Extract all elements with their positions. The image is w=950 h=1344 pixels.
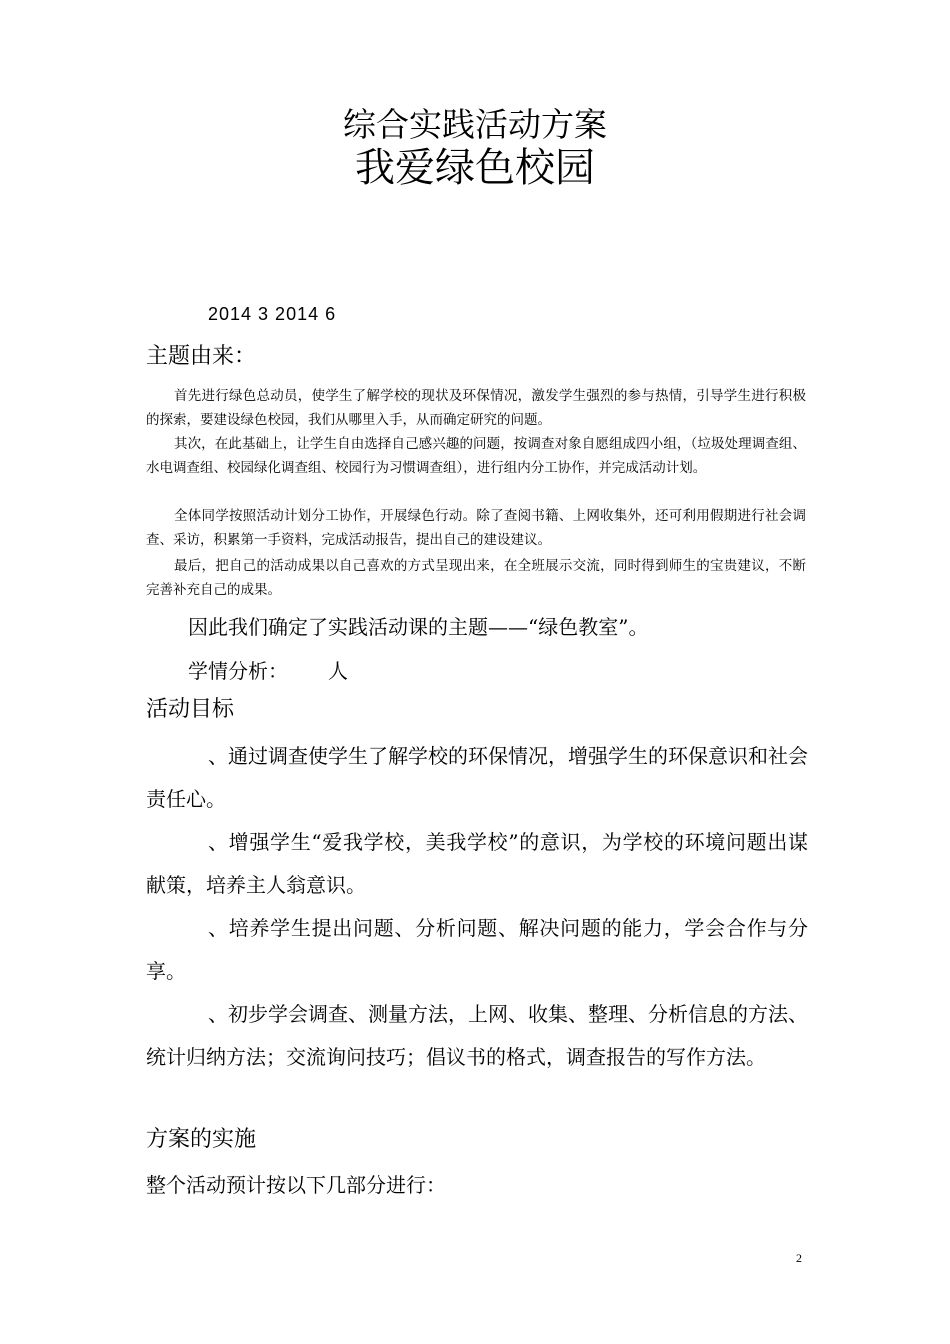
goal-item: 、通过调查使学生了解学校的环保情况，增强学生的环保意识和社会责任心。 <box>146 744 808 811</box>
section-heading-plan: 方案的实施 <box>146 1127 257 1152</box>
page-number: 2 <box>796 1251 802 1265</box>
analysis-label: 学情分析： <box>188 659 288 683</box>
meta-line-2 <box>146 302 336 327</box>
theme-paragraph: 最后，把自己的活动成果以自己喜欢的方式呈现出来，在全班展示交流，同时得到师生的宝贵建议，不断完善补充自己的成果。 <box>146 558 806 598</box>
document-main-title: 我爱绿色校园 <box>355 145 595 191</box>
analysis-line <box>188 656 348 686</box>
goal-item: 、培养学生提出问题、分析问题、解决问题的能力，学会合作与分享。 <box>146 916 808 983</box>
plan-intro: 整个活动预计按以下几部分进行： <box>146 1173 446 1197</box>
section-heading-theme: 主题由来： <box>146 344 257 369</box>
theme-paragraph: 首先进行绿色总动员，使学生了解学校的现状及环保情况，激发学生强烈的参与热情，引导学生进行积极的探索，要建设绿色校园，我们从哪里入手，从而确定研究的问题。 <box>146 388 806 428</box>
section-heading-goals: 活动目标 <box>146 697 235 722</box>
theme-paragraph: 其次，在此基础上，让学生自由选择自己感兴趣的问题，按调查对象自愿组成四小组，（垃圾处理调查组、水电调查组、校园绿化调查组、校园行为习惯调查组），进行组内分工协作，并完成活动计划。 <box>146 436 806 476</box>
theme-paragraph: 全体同学按照活动计划分工协作，开展绿色行动。除了查阅书籍、上网收集外，还可利用假期进行社会调查、采访，积累第一手资料，完成活动报告，提出自己的建设建议。 <box>146 508 806 548</box>
analysis-value: 人 <box>328 659 348 683</box>
meta-line-2-dates: 2014 3 2014 6 <box>208 304 337 324</box>
theme-conclusion: 因此我们确定了实践活动课的主题——“绿色教室”。 <box>188 615 649 639</box>
document-title: 综合实践活动方案 <box>343 105 607 144</box>
goal-item: 、初步学会调查、测量方法，上网、收集、整理、分析信息的方法、统计归纳方法；交流询问技巧；倡议书的格式，调查报告的写作方法。 <box>146 1002 808 1069</box>
goal-item: 、增强学生“爱我学校，美我学校”的意识，为学校的环境问题出谋献策，培养主人翁意识。 <box>146 830 808 897</box>
